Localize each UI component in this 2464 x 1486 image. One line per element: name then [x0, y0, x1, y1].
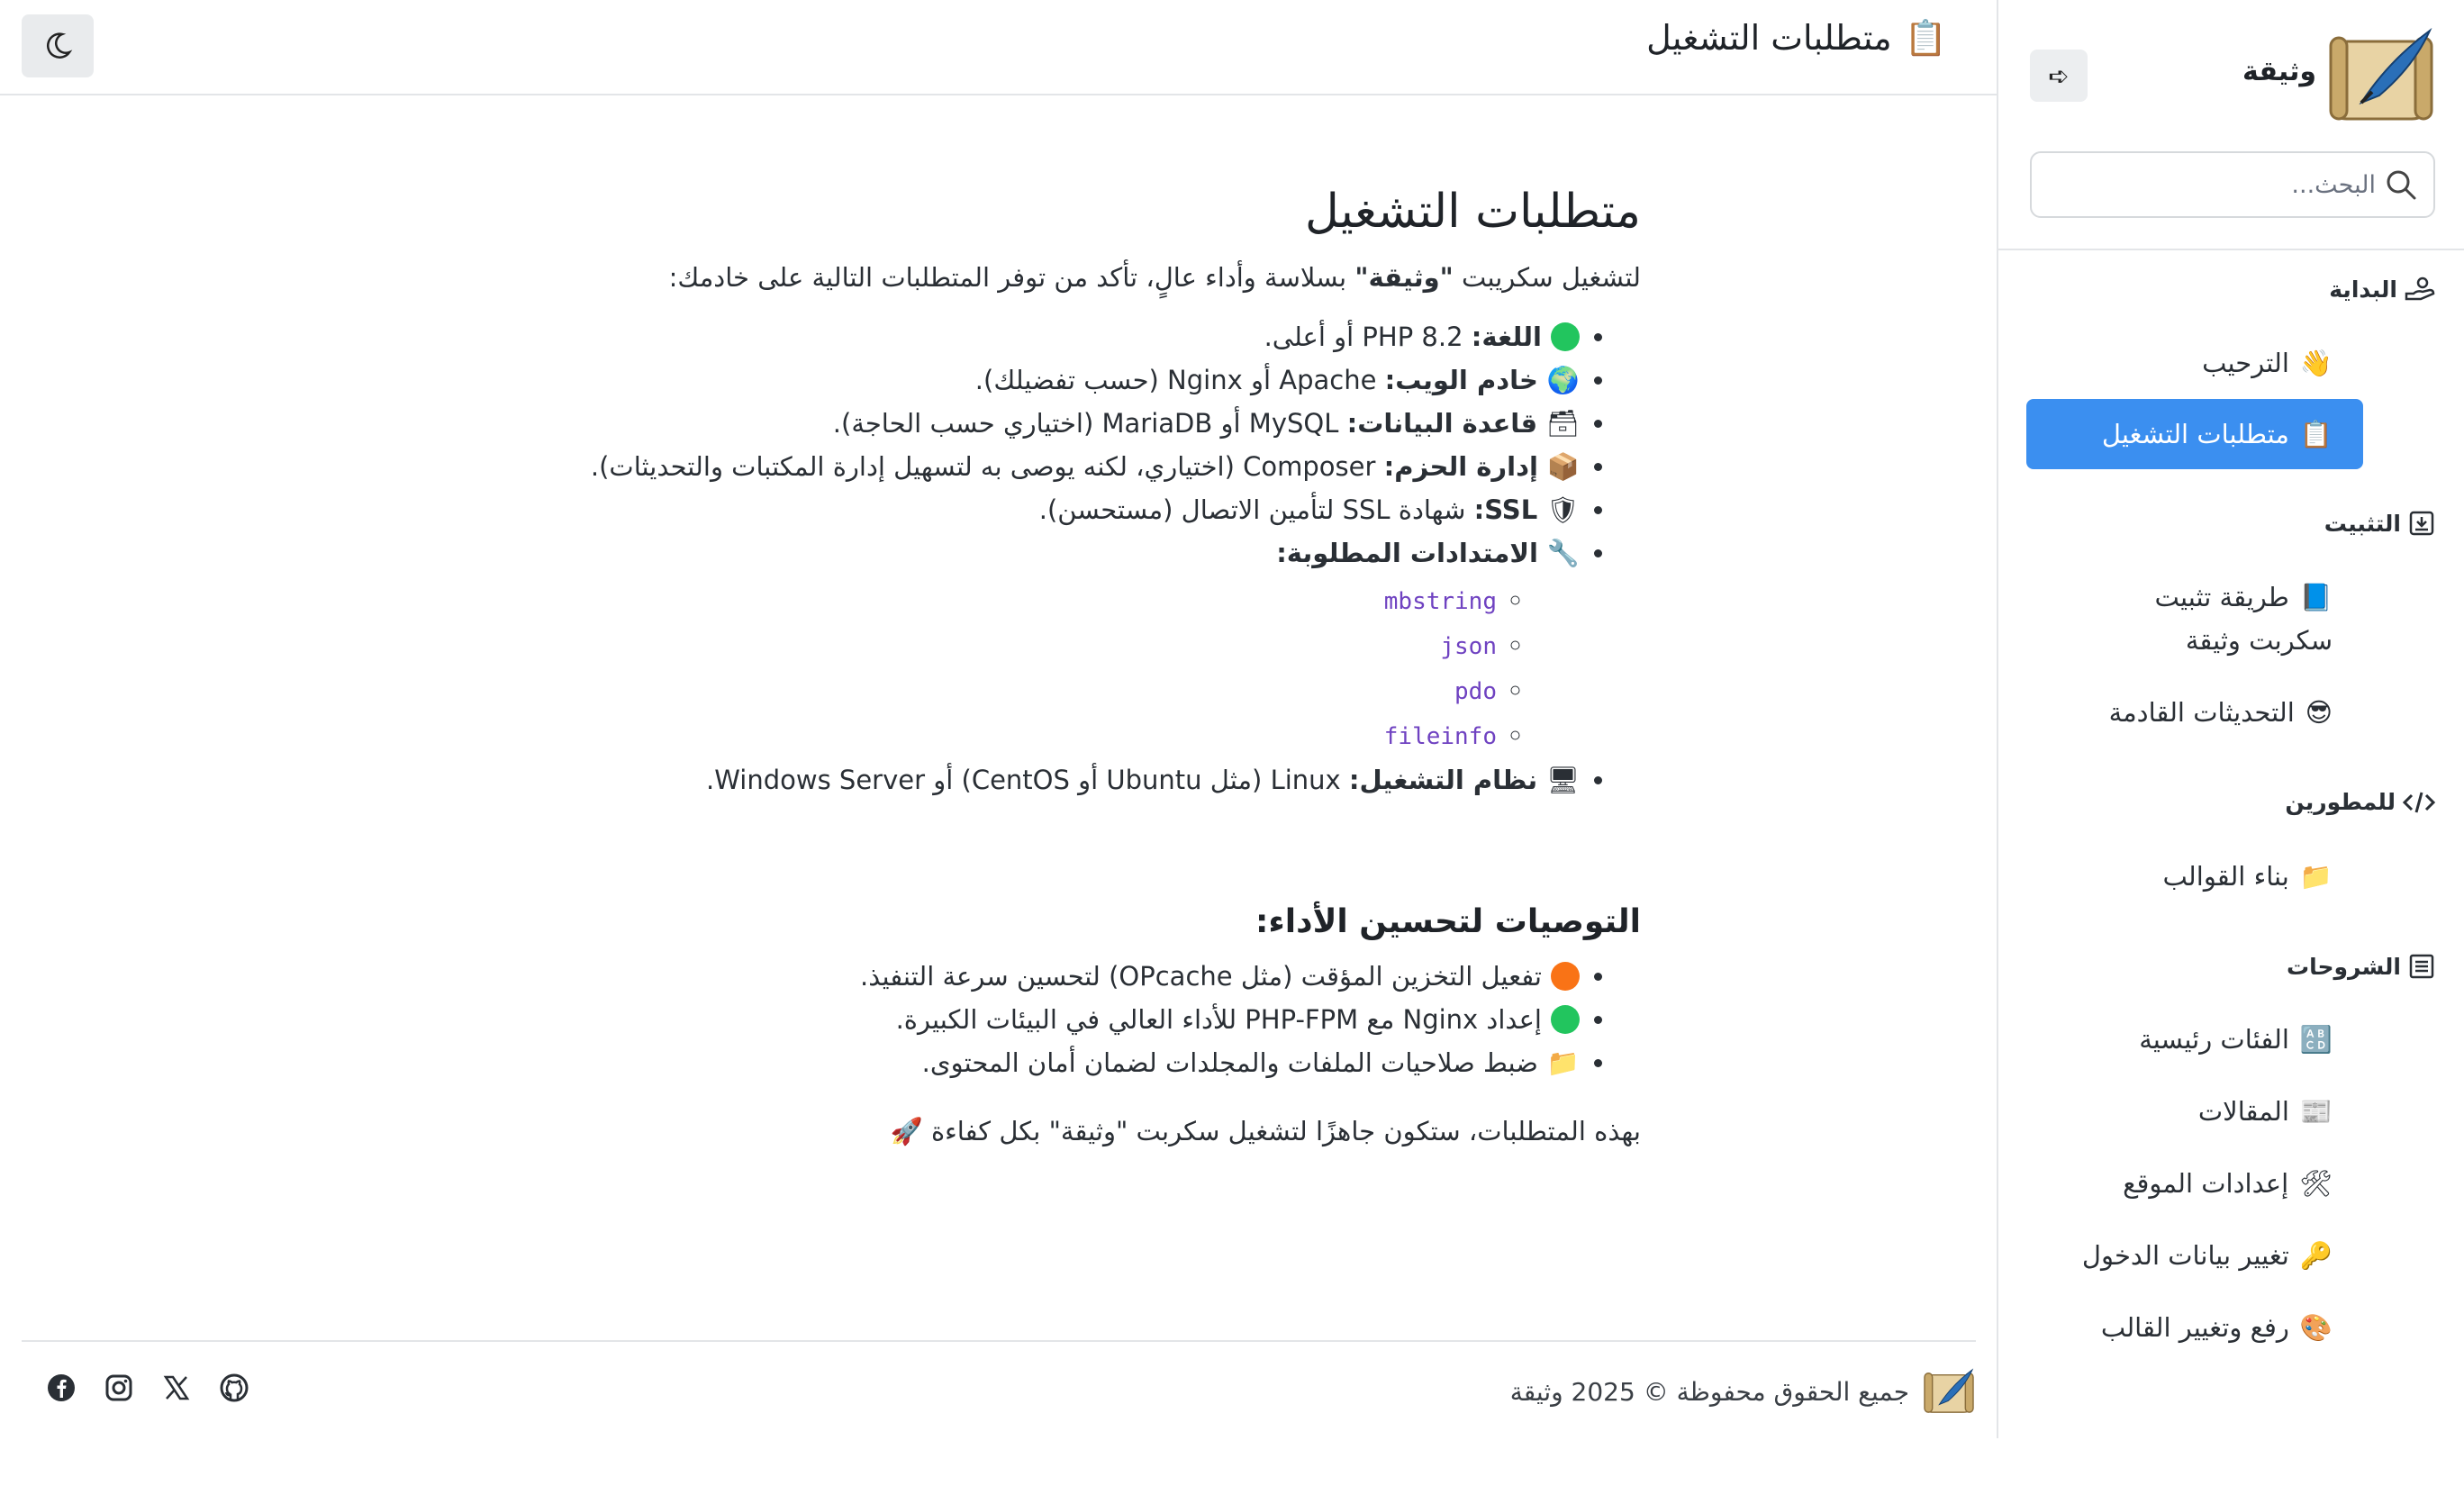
search-input[interactable]	[2068, 157, 2378, 213]
green-circle-icon	[1551, 322, 1580, 351]
scroll-quill-logo	[1922, 1367, 1976, 1416]
code-icon	[2403, 790, 2435, 815]
brand	[1998, 0, 2464, 151]
theme-toggle-button[interactable]	[22, 14, 94, 77]
nav-label: الترحيب	[2202, 348, 2289, 378]
item-text: شهادة SSL لتأمين الاتصال (مستحسن).	[1038, 494, 1474, 525]
nav-label: بناء القوالب	[2162, 861, 2289, 892]
extension-item	[515, 668, 1497, 713]
nav-label: تغيير بيانات الدخول	[2081, 1240, 2289, 1271]
nav-change-login[interactable]	[2082, 1234, 2333, 1277]
list-item	[515, 315, 1580, 358]
shield-icon: 🛡	[1546, 494, 1580, 525]
nav-upcoming-updates[interactable]	[2109, 691, 2333, 734]
list-item	[515, 445, 1580, 488]
page-title-text: متطلبات التشغيل	[1646, 18, 1892, 58]
arrow-right-icon: ➪	[2048, 61, 2070, 90]
tools-icon: 🛠	[2299, 1168, 2333, 1199]
sidebar-divider	[1998, 249, 2464, 250]
list-item	[515, 1041, 1580, 1084]
wrench-icon: 🔧	[1546, 538, 1580, 568]
item-text: ضبط صلاحيات الملفات والمجلدات لضمان أمان المحتوى.	[921, 1047, 1538, 1078]
package-icon: 📦	[1546, 451, 1580, 482]
download-box-icon	[2408, 510, 2435, 537]
instagram-icon[interactable]	[104, 1373, 133, 1402]
extension-item	[515, 713, 1497, 758]
file-cabinet-icon: 🗃	[1546, 408, 1580, 439]
blue-book-icon: 📘	[2299, 582, 2333, 612]
item-label: قاعدة البيانات:	[1346, 408, 1538, 439]
extension-code: json	[1440, 633, 1497, 660]
section-title: الشروحات	[2286, 953, 2401, 980]
item-text: Composer (اختياري، لكنه يوصى به لتسهيل إدارة المكتبات والتحديثات).	[590, 451, 1384, 482]
section-getting-started	[2329, 276, 2435, 303]
content-heading: متطلبات التشغيل	[1305, 185, 1641, 239]
closing-text: بهذه المتطلبات، ستكون جاهزًا لتشغيل سكربت "وثيقة" بكل كفاءة	[922, 1116, 1641, 1146]
newspaper-icon: 📰	[2299, 1096, 2333, 1127]
orange-circle-icon	[1551, 962, 1580, 991]
nav-main-categories[interactable]	[2139, 1018, 2333, 1061]
item-label: اللغة:	[1471, 322, 1542, 352]
nav-requirements[interactable]	[2026, 399, 2363, 469]
nav-site-settings[interactable]	[2123, 1162, 2333, 1205]
closing-paragraph	[515, 1110, 1641, 1153]
item-text: PHP 8.2 أو أعلى.	[1264, 322, 1472, 352]
extension-item	[515, 578, 1497, 623]
item-text: إعداد Nginx مع PHP-FPM للأداء العالي في البيئات الكبيرة.	[895, 1004, 1542, 1035]
item-text: Linux (مثل Ubuntu أو CentOS) أو Windows Server.	[706, 765, 1349, 795]
item-text: تفعيل التخزين المؤقت (مثل OPcache) لتحسين سرعة التنفيذ.	[860, 961, 1542, 992]
item-label: نظام التشغيل:	[1348, 765, 1538, 795]
list-item	[515, 402, 1580, 445]
github-icon[interactable]	[220, 1373, 249, 1402]
section-title: التثبيت	[2324, 510, 2401, 537]
list-item	[515, 955, 1580, 998]
extension-code: fileinfo	[1383, 723, 1497, 750]
nav-label: رفع وتغيير القالب	[2100, 1312, 2289, 1343]
item-text: MySQL أو MariaDB (اختياري حسب الحاجة).	[832, 408, 1347, 439]
clipboard-icon: 📋	[1904, 18, 1947, 58]
x-icon[interactable]	[162, 1373, 191, 1402]
list-item	[515, 758, 1580, 802]
item-label: خادم الويب:	[1384, 365, 1538, 395]
rocket-icon: 🚀	[890, 1116, 923, 1146]
search-box[interactable]	[2030, 151, 2435, 218]
nav-articles[interactable]	[2198, 1090, 2333, 1133]
nav-upload-theme[interactable]	[2101, 1306, 2333, 1349]
palette-icon: 🎨	[2299, 1312, 2333, 1343]
globe-icon: 🌍	[1546, 365, 1580, 395]
hand-holding-icon	[2405, 276, 2435, 303]
section-installation	[2324, 510, 2435, 537]
article-icon	[2408, 953, 2435, 980]
intro-text-end: بسلاسة وأداء عالٍ، تأكد من توفر المتطلبات التالية على خادمك:	[668, 262, 1355, 293]
abcd-icon: 🔠	[2299, 1024, 2333, 1055]
key-icon: 🔑	[2299, 1240, 2333, 1271]
extension-code: pdo	[1454, 678, 1497, 705]
search-icon	[2385, 168, 2417, 201]
extensions-list	[515, 578, 1580, 758]
page-title	[1646, 18, 1947, 59]
list-item	[515, 531, 1580, 758]
nav-label: متطلبات التشغيل	[2101, 419, 2289, 449]
item-text: Apache أو Nginx (حسب تفضيلك).	[974, 365, 1385, 395]
scroll-quill-logo[interactable]	[2325, 25, 2437, 126]
sidebar	[1997, 0, 2464, 1438]
nav-label: الفئات رئيسية	[2139, 1024, 2289, 1055]
section-developers	[2285, 789, 2435, 815]
waving-hand-icon: 👋	[2299, 348, 2333, 378]
main-content	[515, 171, 1641, 1179]
clipboard-icon: 📋	[2299, 418, 2333, 449]
list-item	[515, 998, 1580, 1041]
nav-install-guide[interactable]	[2155, 575, 2333, 662]
facebook-icon[interactable]	[47, 1373, 76, 1402]
nav-label: المقالات	[2197, 1096, 2289, 1127]
social-links	[47, 1373, 249, 1402]
section-title: البداية	[2329, 276, 2397, 303]
brand-name[interactable]: وثيقة	[2242, 56, 2316, 87]
sidebar-toggle-button[interactable]	[2030, 50, 2088, 102]
sunglasses-face-icon: 😎	[2305, 697, 2333, 728]
list-item	[515, 358, 1580, 402]
extension-item	[515, 623, 1497, 668]
intro-bold: "وثيقة"	[1354, 262, 1454, 293]
copyright-text: جميع الحقوق محفوظة © 2025 وثيقة	[1509, 1376, 1909, 1407]
section-tutorials	[2287, 953, 2435, 980]
folder-icon: 📁	[2299, 861, 2333, 892]
requirements-list	[515, 315, 1641, 802]
desktop-computer-icon: 🖥	[1546, 765, 1580, 795]
section-title: للمطورين	[2285, 789, 2396, 815]
nav-label: التحديثات القادمة	[2108, 697, 2295, 728]
footer-brand	[1510, 1367, 1976, 1416]
item-label: SSL:	[1473, 494, 1538, 525]
item-label: الامتدادات المطلوبة:	[1276, 538, 1538, 568]
nav-label: طريقة تثبيت	[2154, 582, 2289, 612]
topbar	[0, 0, 1997, 95]
footer-divider	[22, 1340, 1976, 1342]
intro-paragraph	[515, 259, 1641, 295]
performance-heading: التوصيات لتحسين الأداء:	[1255, 903, 1641, 940]
extension-code: mbstring	[1383, 588, 1497, 615]
nav-label-line2: سكربت وثيقة	[2185, 625, 2333, 656]
green-circle-icon	[1551, 1005, 1580, 1034]
list-item	[515, 488, 1580, 531]
intro-text: لتشغيل سكريبت	[1453, 262, 1641, 293]
nav-label: إعدادات الموقع	[2123, 1168, 2289, 1199]
folder-icon: 📁	[1546, 1047, 1580, 1078]
nav-welcome[interactable]	[2202, 341, 2333, 385]
nav-build-templates[interactable]	[2162, 855, 2333, 898]
moon-icon	[42, 31, 73, 61]
item-label: إدارة الحزم:	[1383, 451, 1538, 482]
performance-list	[515, 955, 1641, 1084]
